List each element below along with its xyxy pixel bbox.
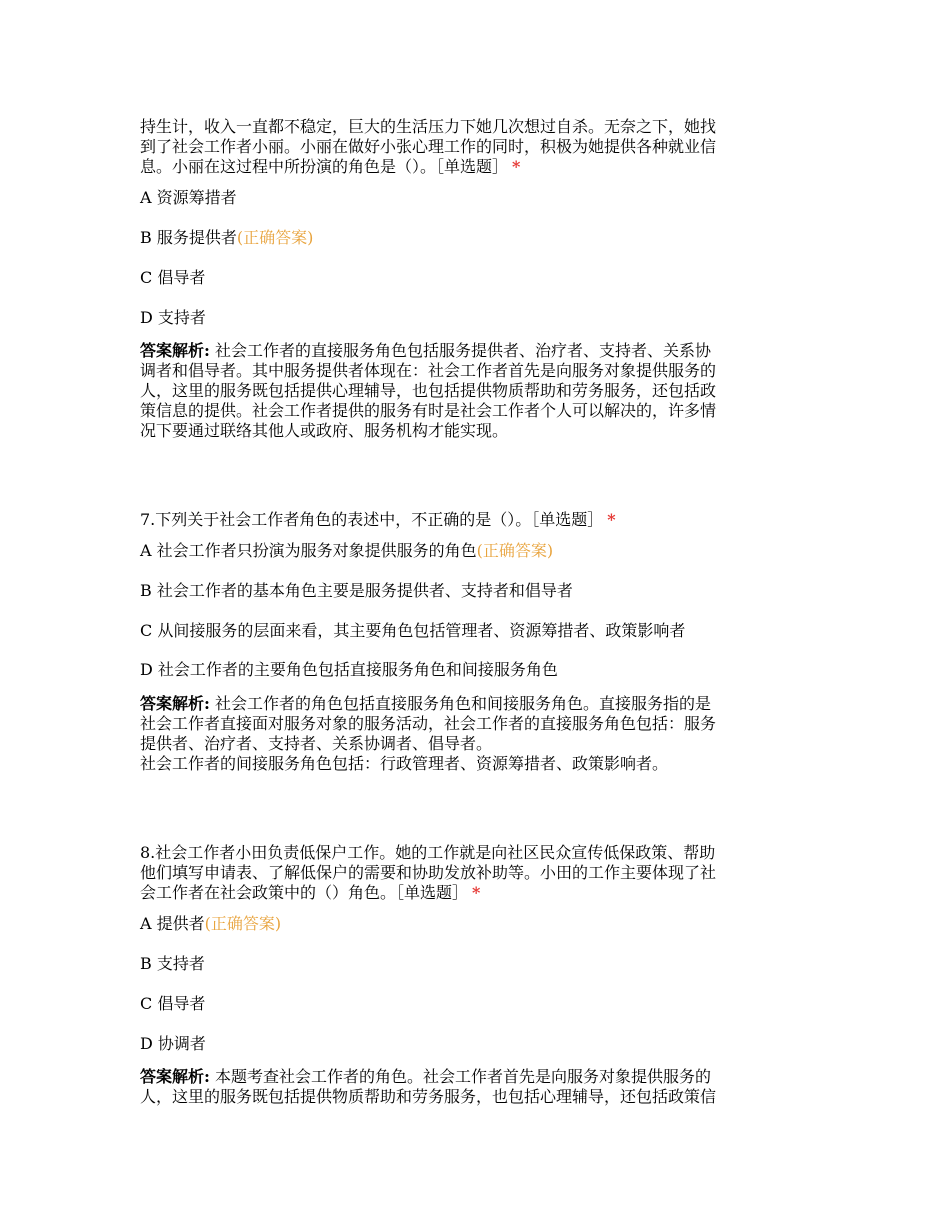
- analysis-text: 提供者、治疗者、支持者、关系协调者、倡导者。: [140, 734, 493, 753]
- analysis-label: 答案解析:: [140, 1067, 210, 1086]
- question-6-stem: [140, 117, 812, 177]
- question-stem-text: 7.下列关于社会工作者角色的表述中，不正确的是（）。［单选题］: [140, 510, 604, 529]
- analysis-text: 人，这里的服务既包括提供物质帮助和劳务服务，也包括心理辅导，还包括政策信: [140, 1087, 717, 1106]
- analysis-text: 社会工作者的角色包括直接服务角色和间接服务角色。直接服务指的是: [215, 694, 712, 713]
- question-8-analysis: [140, 1067, 812, 1107]
- question-7-analysis: [140, 694, 812, 774]
- analysis-label: 答案解析:: [140, 694, 210, 713]
- option-b[interactable]: B 支持者: [140, 954, 205, 973]
- required-mark: *: [512, 157, 521, 176]
- option-d[interactable]: D 支持者: [140, 308, 206, 327]
- option-b[interactable]: B 社会工作者的基本角色主要是服务提供者、支持者和倡导者: [140, 581, 573, 600]
- question-stem-text: 会工作者在社会政策中的（）角色。［单选题］: [140, 883, 469, 902]
- correct-answer-tag: (正确答案): [204, 914, 282, 933]
- question-stem-text: 息。小丽在这过程中所扮演的角色是（）。［单选题］: [140, 157, 509, 176]
- option-a[interactable]: A 提供者(正确答案): [140, 914, 282, 933]
- option-d[interactable]: D 协调者: [140, 1034, 206, 1053]
- analysis-text: 况下要通过联络其他人或政府、服务机构才能实现。: [140, 421, 509, 440]
- question-stem-line: 持生计，收入一直都不稳定，巨大的生活压力下她几次想过自杀。无奈之下，她找: [140, 117, 717, 136]
- analysis-label: 答案解析:: [140, 341, 210, 360]
- analysis-text: 策信息的提供。社会工作者提供的服务有时是社会工作者个人可以解决的，许多情: [140, 401, 717, 420]
- required-mark: *: [607, 510, 616, 529]
- option-d[interactable]: D 社会工作者的主要角色包括直接服务角色和间接服务角色: [140, 660, 558, 679]
- option-c[interactable]: C 从间接服务的层面来看，其主要角色包括管理者、资源筹措者、政策影响者: [140, 621, 686, 640]
- question-stem-line: 8.社会工作者小田负责低保户工作。她的工作就是向社区民众宣传低保政策、帮助: [140, 843, 716, 862]
- option-c[interactable]: C 倡导者: [140, 268, 206, 287]
- question-stem-line: 到了社会工作者小丽。小丽在做好小张心理工作的同时，积极为她提供各种就业信: [140, 137, 717, 156]
- analysis-text: 社会工作者的间接服务角色包括：行政管理者、资源筹措者、政策影响者。: [140, 754, 669, 773]
- question-stem-line: [140, 157, 812, 177]
- required-mark: *: [472, 883, 481, 902]
- option-c[interactable]: C 倡导者: [140, 994, 206, 1013]
- question-7-stem: [140, 510, 812, 530]
- question-6-analysis: [140, 341, 812, 441]
- correct-answer-tag: (正确答案): [476, 541, 554, 560]
- correct-answer-tag: (正确答案): [236, 228, 314, 247]
- option-a[interactable]: A 社会工作者只扮演为服务对象提供服务的角色(正确答案): [140, 541, 554, 560]
- analysis-text: 社会工作者的直接服务角色包括服务提供者、治疗者、支持者、关系协: [215, 341, 712, 360]
- analysis-text: 社会工作者直接面对服务对象的服务活动，社会工作者的直接服务角色包括：服务: [140, 714, 717, 733]
- question-8-stem: [140, 843, 812, 903]
- analysis-text: 调者和倡导者。其中服务提供者体现在：社会工作者首先是向服务对象提供服务的: [140, 361, 717, 380]
- analysis-text: 本题考查社会工作者的角色。社会工作者首先是向服务对象提供服务的: [215, 1067, 712, 1086]
- question-stem-line: 他们填写申请表、了解低保户的需要和协助发放补助等。小田的工作主要体现了社: [140, 863, 717, 882]
- option-b[interactable]: B 服务提供者(正确答案): [140, 228, 314, 247]
- analysis-text: 人，这里的服务既包括提供心理辅导，也包括提供物质帮助和劳务服务，还包括政: [140, 381, 717, 400]
- option-a[interactable]: A 资源筹措者: [140, 188, 237, 207]
